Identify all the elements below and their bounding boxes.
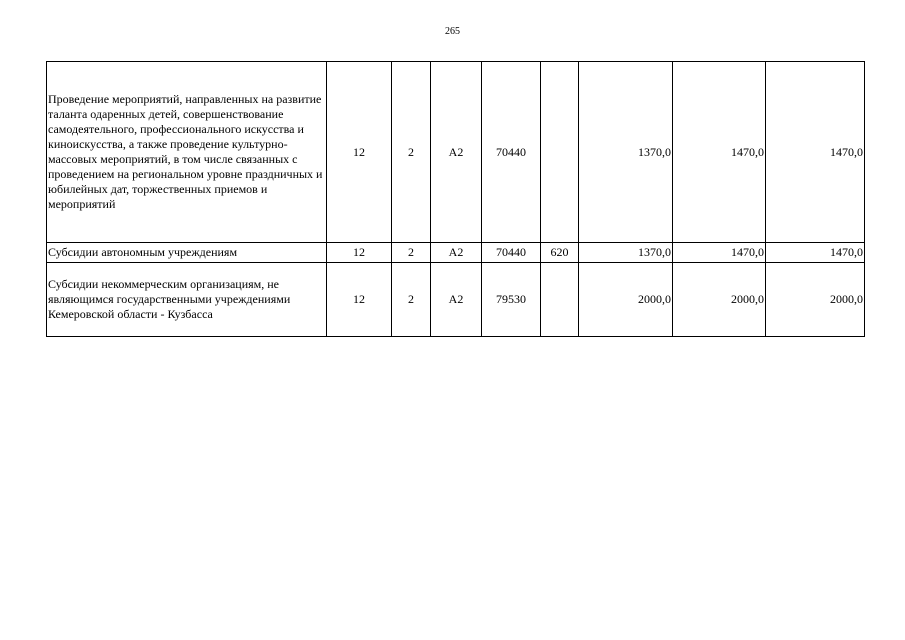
cell-name: Субсидии автономным учреждениям	[47, 243, 327, 263]
page-number: 265	[445, 26, 460, 37]
cell-subsection: 2	[392, 62, 431, 243]
cell-year3: 2000,0	[766, 263, 865, 337]
cell-section: 12	[327, 62, 392, 243]
cell-name: Субсидии некоммерческим организациям, не являющимся государственными учреждениями Кемеровской области - Кузбасса	[47, 263, 327, 337]
cell-expense-type	[541, 62, 579, 243]
cell-year1: 2000,0	[579, 263, 673, 337]
table-row	[47, 263, 865, 337]
cell-section: 12	[327, 263, 392, 337]
cell-article: 79530	[482, 263, 541, 337]
table-row	[47, 62, 865, 243]
cell-expense-type: 620	[541, 243, 579, 263]
cell-year2: 2000,0	[673, 263, 766, 337]
cell-year2: 1470,0	[673, 62, 766, 243]
cell-program: А2	[431, 62, 482, 243]
cell-year3: 1470,0	[766, 62, 865, 243]
cell-expense-type	[541, 263, 579, 337]
cell-year1: 1370,0	[579, 62, 673, 243]
cell-article: 70440	[482, 62, 541, 243]
cell-subsection: 2	[392, 263, 431, 337]
cell-program: А2	[431, 263, 482, 337]
cell-article: 70440	[482, 243, 541, 263]
cell-section: 12	[327, 243, 392, 263]
cell-year1: 1370,0	[579, 243, 673, 263]
cell-name: Проведение мероприятий, направленных на развитие таланта одаренных детей, совершенствование самодеятельного, профессионального искусства и киноискусства, а также проведение культурно-массовых мероприятий, в том числе связанных с проведением на региональном уровне праздничных и юбилейных дат, торжественных приемов и мероприятий	[47, 62, 327, 243]
cell-year2: 1470,0	[673, 243, 766, 263]
table-row	[47, 243, 865, 263]
budget-table	[46, 61, 865, 337]
cell-year3: 1470,0	[766, 243, 865, 263]
cell-subsection: 2	[392, 243, 431, 263]
cell-program: А2	[431, 243, 482, 263]
